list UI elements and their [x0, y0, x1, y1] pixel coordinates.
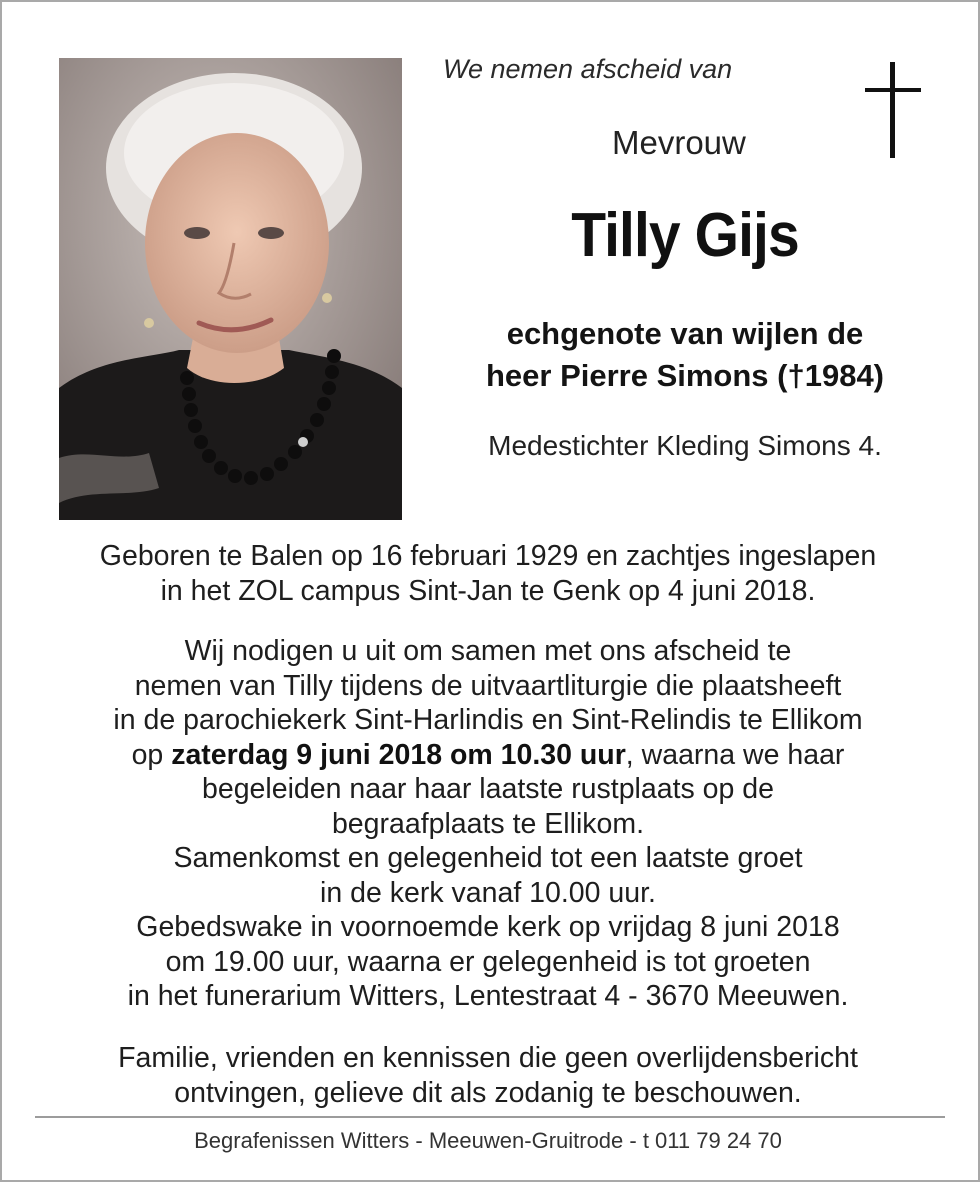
intro-text: We nemen afscheid van [443, 54, 733, 84]
invite-line-5: begeleiden naar haar laatste rustplaats op de [202, 773, 774, 805]
ceremony-datetime: zaterdag 9 juni 2018 om 10.30 uur [171, 738, 626, 771]
birth-line-1: Geboren te Balen op 16 februari 1929 en zachtjes ingeslapen [99, 540, 877, 572]
invite-line-1: Wij nodigen u uit om samen met ons afscheid te [184, 635, 792, 667]
invite-line-4 [20, 738, 956, 773]
invite-line-7: Samenkomst en gelegenheid tot een laatste groet [173, 842, 803, 874]
honorific: Mevrouw [612, 124, 746, 161]
invite-line-4-pre: op [131, 738, 172, 771]
invite-line-3: in de parochiekerk Sint-Harlindis en Sint-Relindis te Ellikom [113, 704, 863, 736]
invite-line-6: begraafplaats te Ellikom. [331, 807, 645, 840]
invite-line-4-post: , waarna we haar [625, 738, 845, 771]
birth-line-2: in het ZOL campus Sint-Jan te Genk op 4 juni 2018. [160, 574, 816, 607]
spouse-info [402, 313, 968, 397]
closing-paragraph [20, 1041, 956, 1110]
birth-paragraph [20, 539, 956, 608]
invite-line-2: nemen van Tilly tijdens de uitvaartliturgie die plaatsheeft [134, 669, 842, 702]
funeral-home-footer: Begrafenissen Witters - Meeuwen-Gruitrode - t 011 79 24 70 [194, 1128, 782, 1153]
spouse-line-1: echgenote van wijlen de [506, 316, 864, 351]
deceased-name: Tilly Gijs [571, 201, 799, 270]
closing-line-1: Familie, vrienden en kennissen die geen overlijdensbericht [118, 1042, 858, 1074]
portrait-photo [59, 58, 402, 520]
footer-divider [35, 1116, 945, 1118]
invitation-paragraph [20, 634, 956, 1014]
invite-line-9: Gebedswake in voornoemde kerk op vrijdag 8 juni 2018 [136, 911, 840, 943]
cross-icon [862, 60, 924, 165]
invite-line-10: om 19.00 uur, waarna er gelegenheid is tot groeten [165, 945, 811, 978]
closing-line-2: ontvingen, gelieve dit als zodanig te beschouwen. [174, 1076, 802, 1109]
spouse-line-2: heer Pierre Simons (†1984) [485, 358, 885, 393]
invite-line-8: in de kerk vanaf 10.00 uur. [320, 876, 656, 909]
role-text: Medestichter Kleding Simons 4. [488, 430, 882, 461]
invite-line-11: in het funerarium Witters, Lentestraat 4 - 3670 Meeuwen. [127, 980, 849, 1012]
